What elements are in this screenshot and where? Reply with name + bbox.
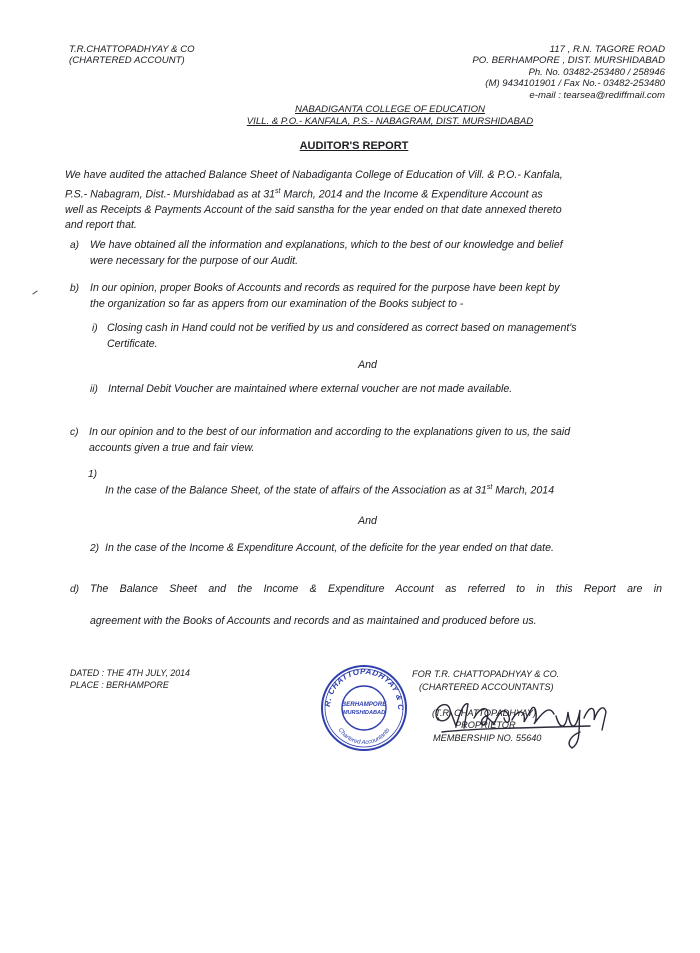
clause-a-line: were necessary for the purpose of our Audit. xyxy=(90,254,299,267)
college-address: VILL. & P.O.- KANFALA, P.S.- NABAGRAM, DIST. MURSHIDABAD xyxy=(246,116,534,127)
clause-a xyxy=(90,238,680,269)
signatory-name: (T.R. CHATTOPADHYAY) xyxy=(432,708,537,718)
clause-d-label: d) xyxy=(70,584,80,595)
clause-c xyxy=(89,425,684,456)
seal-inner-line1: BERHAMPORE xyxy=(341,701,387,708)
clause-c-1-text: March, 2014 xyxy=(492,484,555,497)
seal-outer-text: R. CHATTOPADHYAY & C xyxy=(322,666,406,711)
signatory-role: PROPRIETOR xyxy=(455,720,516,730)
for-firm: FOR T.R. CHATTOPADHYAY & CO. xyxy=(412,669,560,679)
seal-bottom-text: Chartered Accountants xyxy=(336,727,392,747)
clause-b-ii-label: ii) xyxy=(90,384,98,395)
intro-text: P.S.- Nabagram, Dist.- Murshidabad as at 31 xyxy=(65,188,276,201)
superscript: st xyxy=(275,187,281,195)
address-line2: PO. BERHAMPORE , DIST. MURSHIDABAD xyxy=(472,55,665,67)
clause-b xyxy=(90,281,680,312)
margin-mark xyxy=(32,290,37,294)
address-mobile-fax: (M) 9434101901 / Fax No.- 03482-253480 xyxy=(485,78,665,90)
clause-a-line: We have obtained all the information and explanations, which to the best of our knowledge and belief xyxy=(90,239,563,251)
intro-line-date xyxy=(65,184,675,203)
intro-paragraph xyxy=(65,168,675,234)
membership-number: MEMBERSHIP NO. 55640 xyxy=(433,733,542,743)
firm-header xyxy=(69,44,195,67)
college-name: NABADIGANTA COLLEGE OF EDUCATION xyxy=(295,104,485,115)
address-email: e-mail : tearsea@rediffmail.com xyxy=(529,89,665,101)
and-separator-2: And xyxy=(358,515,377,527)
clause-b-i-line: Closing cash in Hand could not be verified by us and considered as correct based on management's xyxy=(107,322,577,334)
intro-line: and report that. xyxy=(65,219,137,232)
report-title: AUDITOR'S REPORT xyxy=(299,140,409,152)
place: PLACE : BERHAMPORE xyxy=(70,679,169,690)
intro-text: March, 2014 and the Income & Expenditure Account as xyxy=(280,188,543,201)
intro-line: well as Receipts & Payments Account of the said sanstha for the year ended on that date annexed thereto xyxy=(65,203,562,216)
firm-address xyxy=(472,44,665,101)
seal-inner-line2: MURSHIDABAD xyxy=(342,710,386,716)
clause-c-line: accounts given a true and fair view. xyxy=(89,441,255,454)
clause-c-1-text: In the case of the Balance Sheet, of the state of affairs of the Association as at 31 xyxy=(105,484,487,497)
address-line1: 117 , R.N. TAGORE ROAD xyxy=(549,44,665,55)
address-phone: Ph. No. 03482-253480 / 258946 xyxy=(528,66,665,78)
clause-c-line: In our opinion and to the best of our information and according to the explanations given to us, the said xyxy=(89,426,571,438)
clause-b-i xyxy=(107,321,677,352)
clause-d-line-1: The Balance Sheet and the Income & Expenditure Account as referred to in this Report are in xyxy=(90,583,662,595)
clause-c-1 xyxy=(105,480,675,499)
clause-c-label: c) xyxy=(70,427,79,438)
clause-b-line: In our opinion, proper Books of Accounts and records as required for the purpose have been kept by xyxy=(90,282,560,294)
clause-b-ii: Internal Debit Voucher are maintained where external voucher are not made available. xyxy=(108,383,513,395)
firm-seal xyxy=(320,664,408,752)
clause-b-line: the organization so far as appers from our examination of the Books subject to - xyxy=(90,297,464,310)
dated: DATED : THE 4TH JULY, 2014 xyxy=(70,668,190,678)
clause-a-label: a) xyxy=(70,240,80,251)
clause-c-1-label: 1) xyxy=(88,469,98,480)
clause-c-2-label: 2) xyxy=(90,543,100,554)
clause-b-i-label: i) xyxy=(92,323,98,334)
seal-graphic xyxy=(320,664,408,752)
and-separator-1: And xyxy=(358,359,377,371)
date-place xyxy=(70,668,190,691)
clause-c-2: In the case of the Income & Expenditure Account, of the deficite for the year ended on that date. xyxy=(105,542,554,554)
superscript: st xyxy=(486,484,493,491)
intro-line: We have audited the attached Balance Sheet of Nabadiganta College of Education of Vill. & P.O.- Kanfala, xyxy=(65,169,563,181)
firm-designation-footer: (CHARTERED ACCOUNTANTS) xyxy=(419,682,554,692)
firm-designation: (CHARTERED ACCOUNT) xyxy=(69,55,185,67)
clause-b-i-line: Certificate. xyxy=(107,337,158,350)
firm-name: T.R.CHATTOPADHYAY & CO xyxy=(69,44,195,55)
clause-d-line-2: agreement with the Books of Accounts and records and as maintained and produced before us. xyxy=(90,615,537,627)
clause-b-label: b) xyxy=(70,283,80,294)
